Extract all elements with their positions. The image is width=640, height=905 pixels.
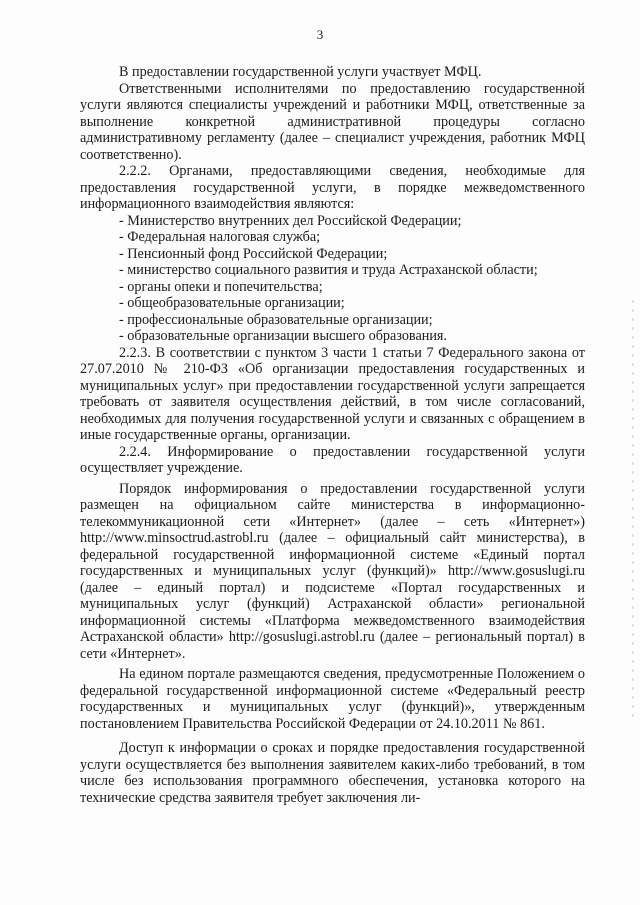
paragraph-2-2-3: 2.2.3. В соответствии с пунктом 3 части 1 статьи 7 Федерального закона от 27.07.2010 № 210-ФЗ «Об организации предоставления государственных и муниципальных услуг» при предоставлении государственной услуги запрещается требовать от заявителя осуществления действий, в том числе согласований, необходимых для получения государственной услуги и связанных с обращением в иные государственные органы, организации. bbox=[80, 344, 585, 443]
agency-list bbox=[80, 213, 585, 345]
paragraph-responsible-executors: Ответственными исполнителями по предоставлению государственной услуги являются специалисты учреждений и работники МФЦ, ответственные за выполнение конкретной административной процедуры согласно административному регламенту (далее – специалист учреждения, работник МФЦ соответственно). bbox=[80, 80, 585, 163]
paragraph-2-2-2: 2.2.2. Органами, предоставляющими сведения, необходимые для предоставления государственной услуги, в порядке межведомственного информационного взаимодействия являются: bbox=[80, 163, 585, 212]
list-item: - Министерство внутренних дел Российской Федерации; bbox=[119, 212, 462, 229]
paragraph-mfc-participation: В предоставлении государственной услуги участвует МФЦ. bbox=[119, 64, 482, 80]
paragraph-information-procedure: Порядок информирования о предоставлении государственной услуги размещен на официальном сайте министерства в информационно-телекоммуникационной сети «Интернет» (далее – сеть «Интернет») http://www.minsoctrud.astrobl.ru (далее – официальный сайт министерства), в федеральной государственной информационной системе «Единый портал государственных и муниципальных услуг (функций)» http://www.gosuslugi.ru (далее – единый портал) и подсистеме «Портал государственных и муниципальных услуг (функций) Астраханской области» региональной информационной системы «Платформа межведомственного взаимодействия Астраханской области» http://gosuslugi.astrobl.ru (далее – региональный портал) в сети «Интернет». bbox=[80, 480, 585, 662]
list-item: - Федеральная налоговая служба; bbox=[119, 229, 321, 245]
paragraph-unified-portal: На едином портале размещаются сведения, предусмотренные Положением о федеральной государственной информационной системе «Федеральный реестр государственных и муниципальных услуг (функций)», утвержденным постановлением Правительства Российской Федерации от 24.10.2011 № 861. bbox=[80, 666, 585, 732]
scan-edge-artifact bbox=[632, 300, 634, 720]
paragraph-access-to-information: Доступ к информации о сроках и порядке предоставления государственной услуги осуществляется без выполнения заявителем каких-либо требований, в том числе без использования программного обеспечения, установка которого на технические средства заявителя требует заключения ли- bbox=[80, 740, 585, 806]
list-item: - образовательные организации высшего образования. bbox=[119, 328, 448, 344]
list-item: - министерство социального развития и труда Астраханской области; bbox=[119, 262, 538, 278]
list-item: - органы опеки и попечительства; bbox=[119, 278, 323, 295]
page-number: 3 bbox=[316, 27, 324, 42]
list-item: - Пенсионный фонд Российской Федерации; bbox=[119, 245, 388, 262]
document-body bbox=[80, 64, 585, 806]
list-item: - профессиональные образовательные организации; bbox=[119, 311, 433, 328]
paragraph-2-2-4: 2.2.4. Информирование о предоставлении государственной услуги осуществляет учреждение. bbox=[80, 443, 585, 476]
list-item: - общеобразовательные организации; bbox=[119, 295, 345, 311]
